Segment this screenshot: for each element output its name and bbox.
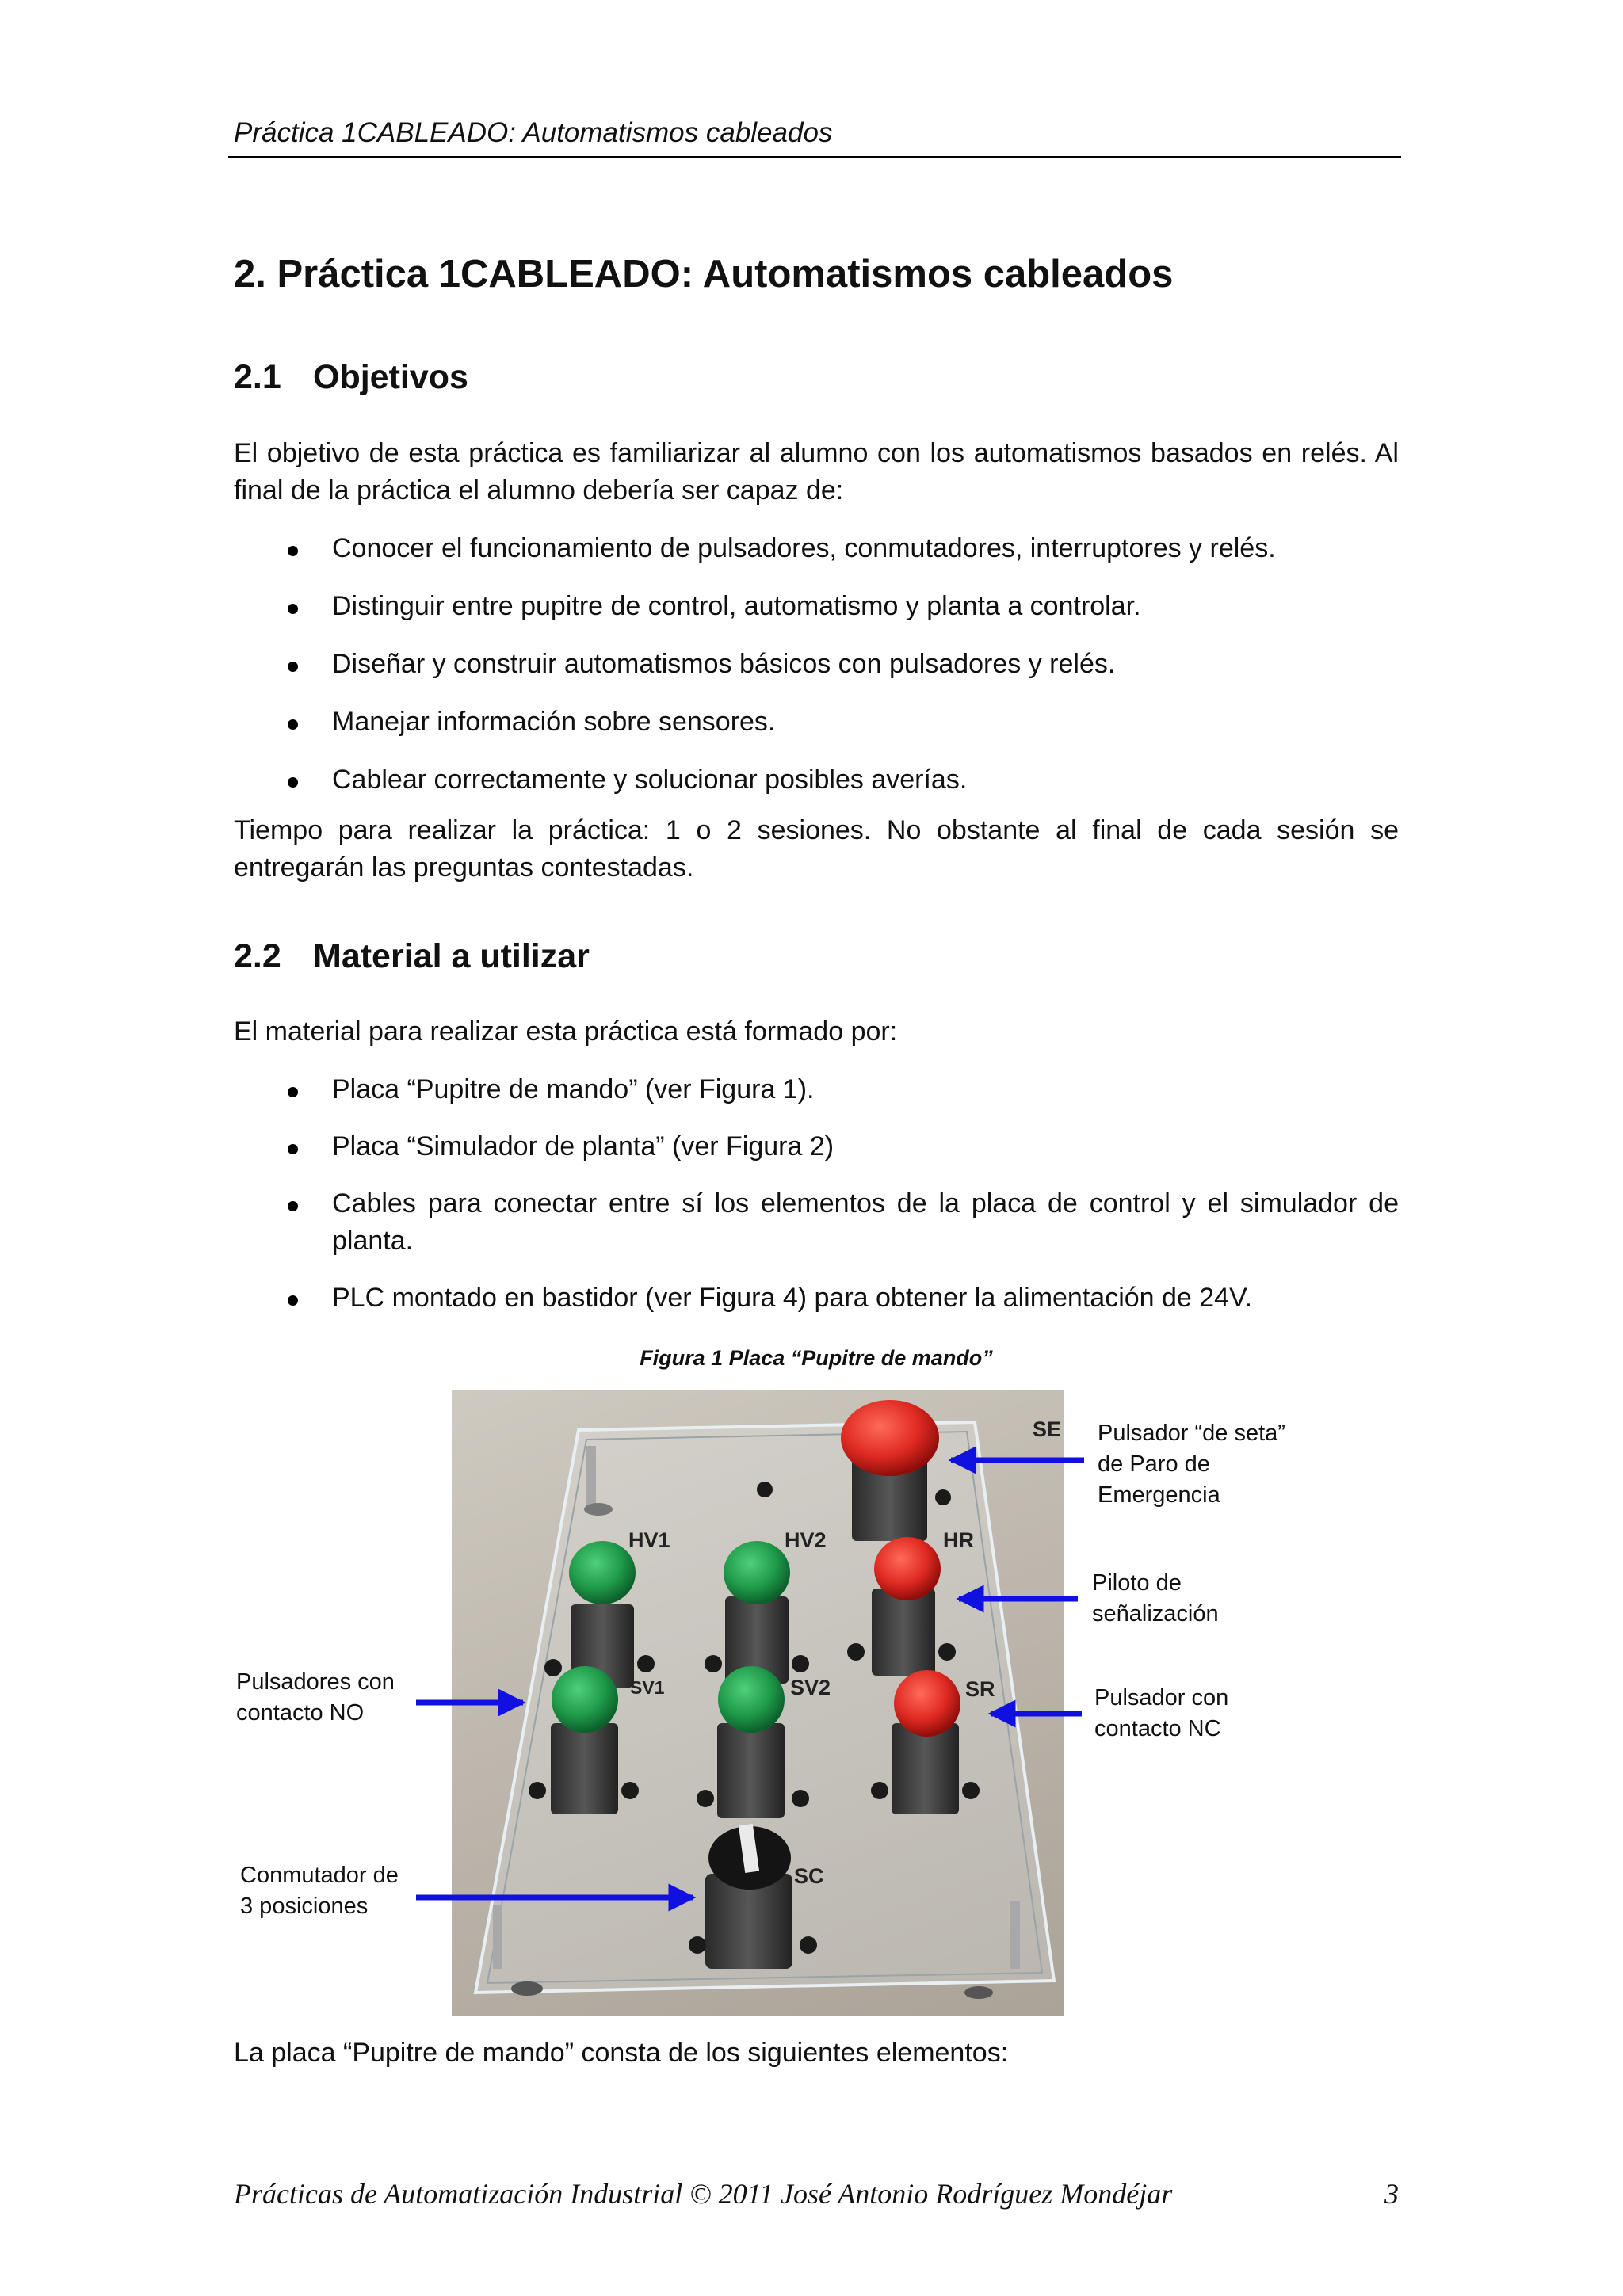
label-sv1: SV1 <box>630 1677 665 1698</box>
list-item: Diseñar y construir automatismos básicos con pulsadores y relés. <box>234 646 1399 683</box>
page-footer <box>234 2177 1399 2210</box>
figure-caption: Figura 1 Placa “Pupitre de mando” <box>640 1346 993 1370</box>
annotation-seta: Pulsador “de seta” de Paro de Emergencia <box>1098 1421 1285 1508</box>
running-header: Práctica 1CABLEADO: Automatismos cableados <box>234 117 833 148</box>
list-item: Cables para conectar entre sí los elementos de la placa de control y el simulador de planta. <box>234 1185 1399 1260</box>
list-item: Placa “Pupitre de mando” (ver Figura 1). <box>234 1071 1399 1108</box>
list-item: PLC montado en bastidor (ver Figura 4) para obtener la alimentación de 24V. <box>234 1280 1399 1317</box>
time-note: Tiempo para realizar la práctica: 1 o 2 sesiones. No obstante al final de cada sesión se entregarán las preguntas contestadas. <box>234 815 1399 883</box>
annotation-nc: Pulsador con contacto NC <box>1094 1685 1229 1741</box>
list-item: Cablear correctamente y solucionar posibles averías. <box>234 761 1399 799</box>
list-item: Distinguir entre pupitre de control, automatismo y planta a controlar. <box>234 588 1399 625</box>
label-sv2: SV2 <box>790 1676 831 1699</box>
annotation-no: Pulsadores con contacto NO <box>236 1669 395 1726</box>
list-item: Placa “Simulador de planta” (ver Figura 2) <box>234 1128 1399 1165</box>
label-se: SE <box>1033 1417 1062 1441</box>
material-title: Material a utilizar <box>313 937 590 975</box>
material-intro: El material para realizar esta práctica está formado por: <box>234 1016 898 1047</box>
label-sc: SC <box>794 1864 824 1888</box>
page-number: 3 <box>1384 2178 1399 2210</box>
list-item: Conocer el funcionamiento de pulsadores, conmutadores, interruptores y relés. <box>234 530 1399 567</box>
material-number: 2.2 <box>234 937 281 975</box>
label-hv2: HV2 <box>785 1528 827 1552</box>
closing-paragraph: La placa “Pupitre de mando” consta de los siguientes elementos: <box>234 2038 1009 2068</box>
label-sr: SR <box>965 1677 995 1701</box>
list-item: Manejar información sobre sensores. <box>234 704 1399 741</box>
annotation-conmutador: Conmutador de 3 posiciones <box>240 1863 399 1919</box>
objetivos-title: Objetivos <box>313 358 468 396</box>
objetivos-number: 2.1 <box>234 358 281 396</box>
annotation-piloto: Piloto de señalización <box>1092 1570 1219 1627</box>
section-title: 2. Práctica 1CABLEADO: Automatismos cableados <box>234 253 1174 296</box>
footer-text: Prácticas de Automatización Industrial © 2011 José Antonio Rodríguez Mondéjar <box>234 2178 1173 2210</box>
objetivos-intro: El objetivo de esta práctica es familiarizar al alumno con los automatismos basados en relés. Al final de la práctica el alumno debería ser capaz de: <box>234 438 1399 505</box>
label-hv1: HV1 <box>628 1528 670 1552</box>
label-hr: HR <box>943 1528 974 1552</box>
